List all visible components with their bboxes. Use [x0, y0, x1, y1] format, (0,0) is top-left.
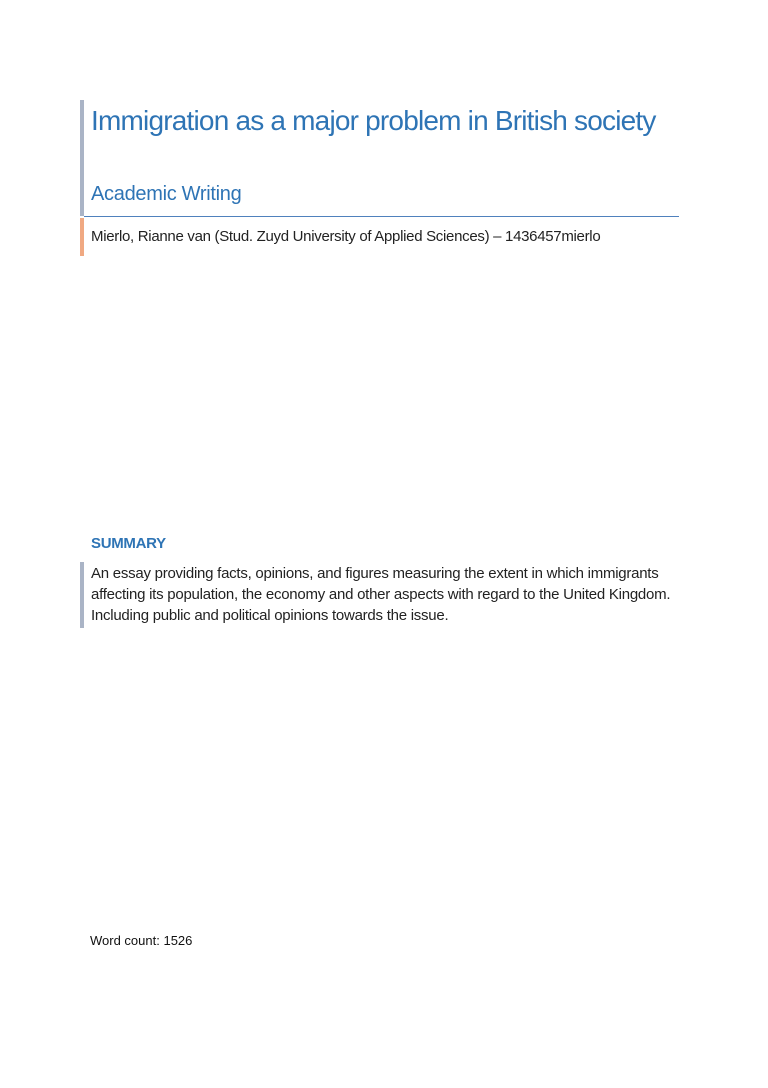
document-subtitle: Academic Writing [91, 183, 242, 205]
summary-text: An essay providing facts, opinions, and figures measuring the extent in which immigrants affecting its population, the economy and other aspects with regard to the United Kingdom. Including public and political opinions towards the issue. [91, 565, 671, 624]
author-line: Mierlo, Rianne van (Stud. Zuyd University of Applied Sciences) – 1436457mierlo [91, 228, 601, 245]
summary-heading: SUMMARY [91, 535, 166, 552]
author-accent-bar [80, 218, 84, 256]
summary-accent-bar [80, 562, 84, 628]
title-divider [84, 216, 679, 217]
word-count: Word count: 1526 [90, 933, 193, 948]
document-title: Immigration as a major problem in British society [91, 105, 656, 136]
title-accent-bar [80, 100, 84, 216]
